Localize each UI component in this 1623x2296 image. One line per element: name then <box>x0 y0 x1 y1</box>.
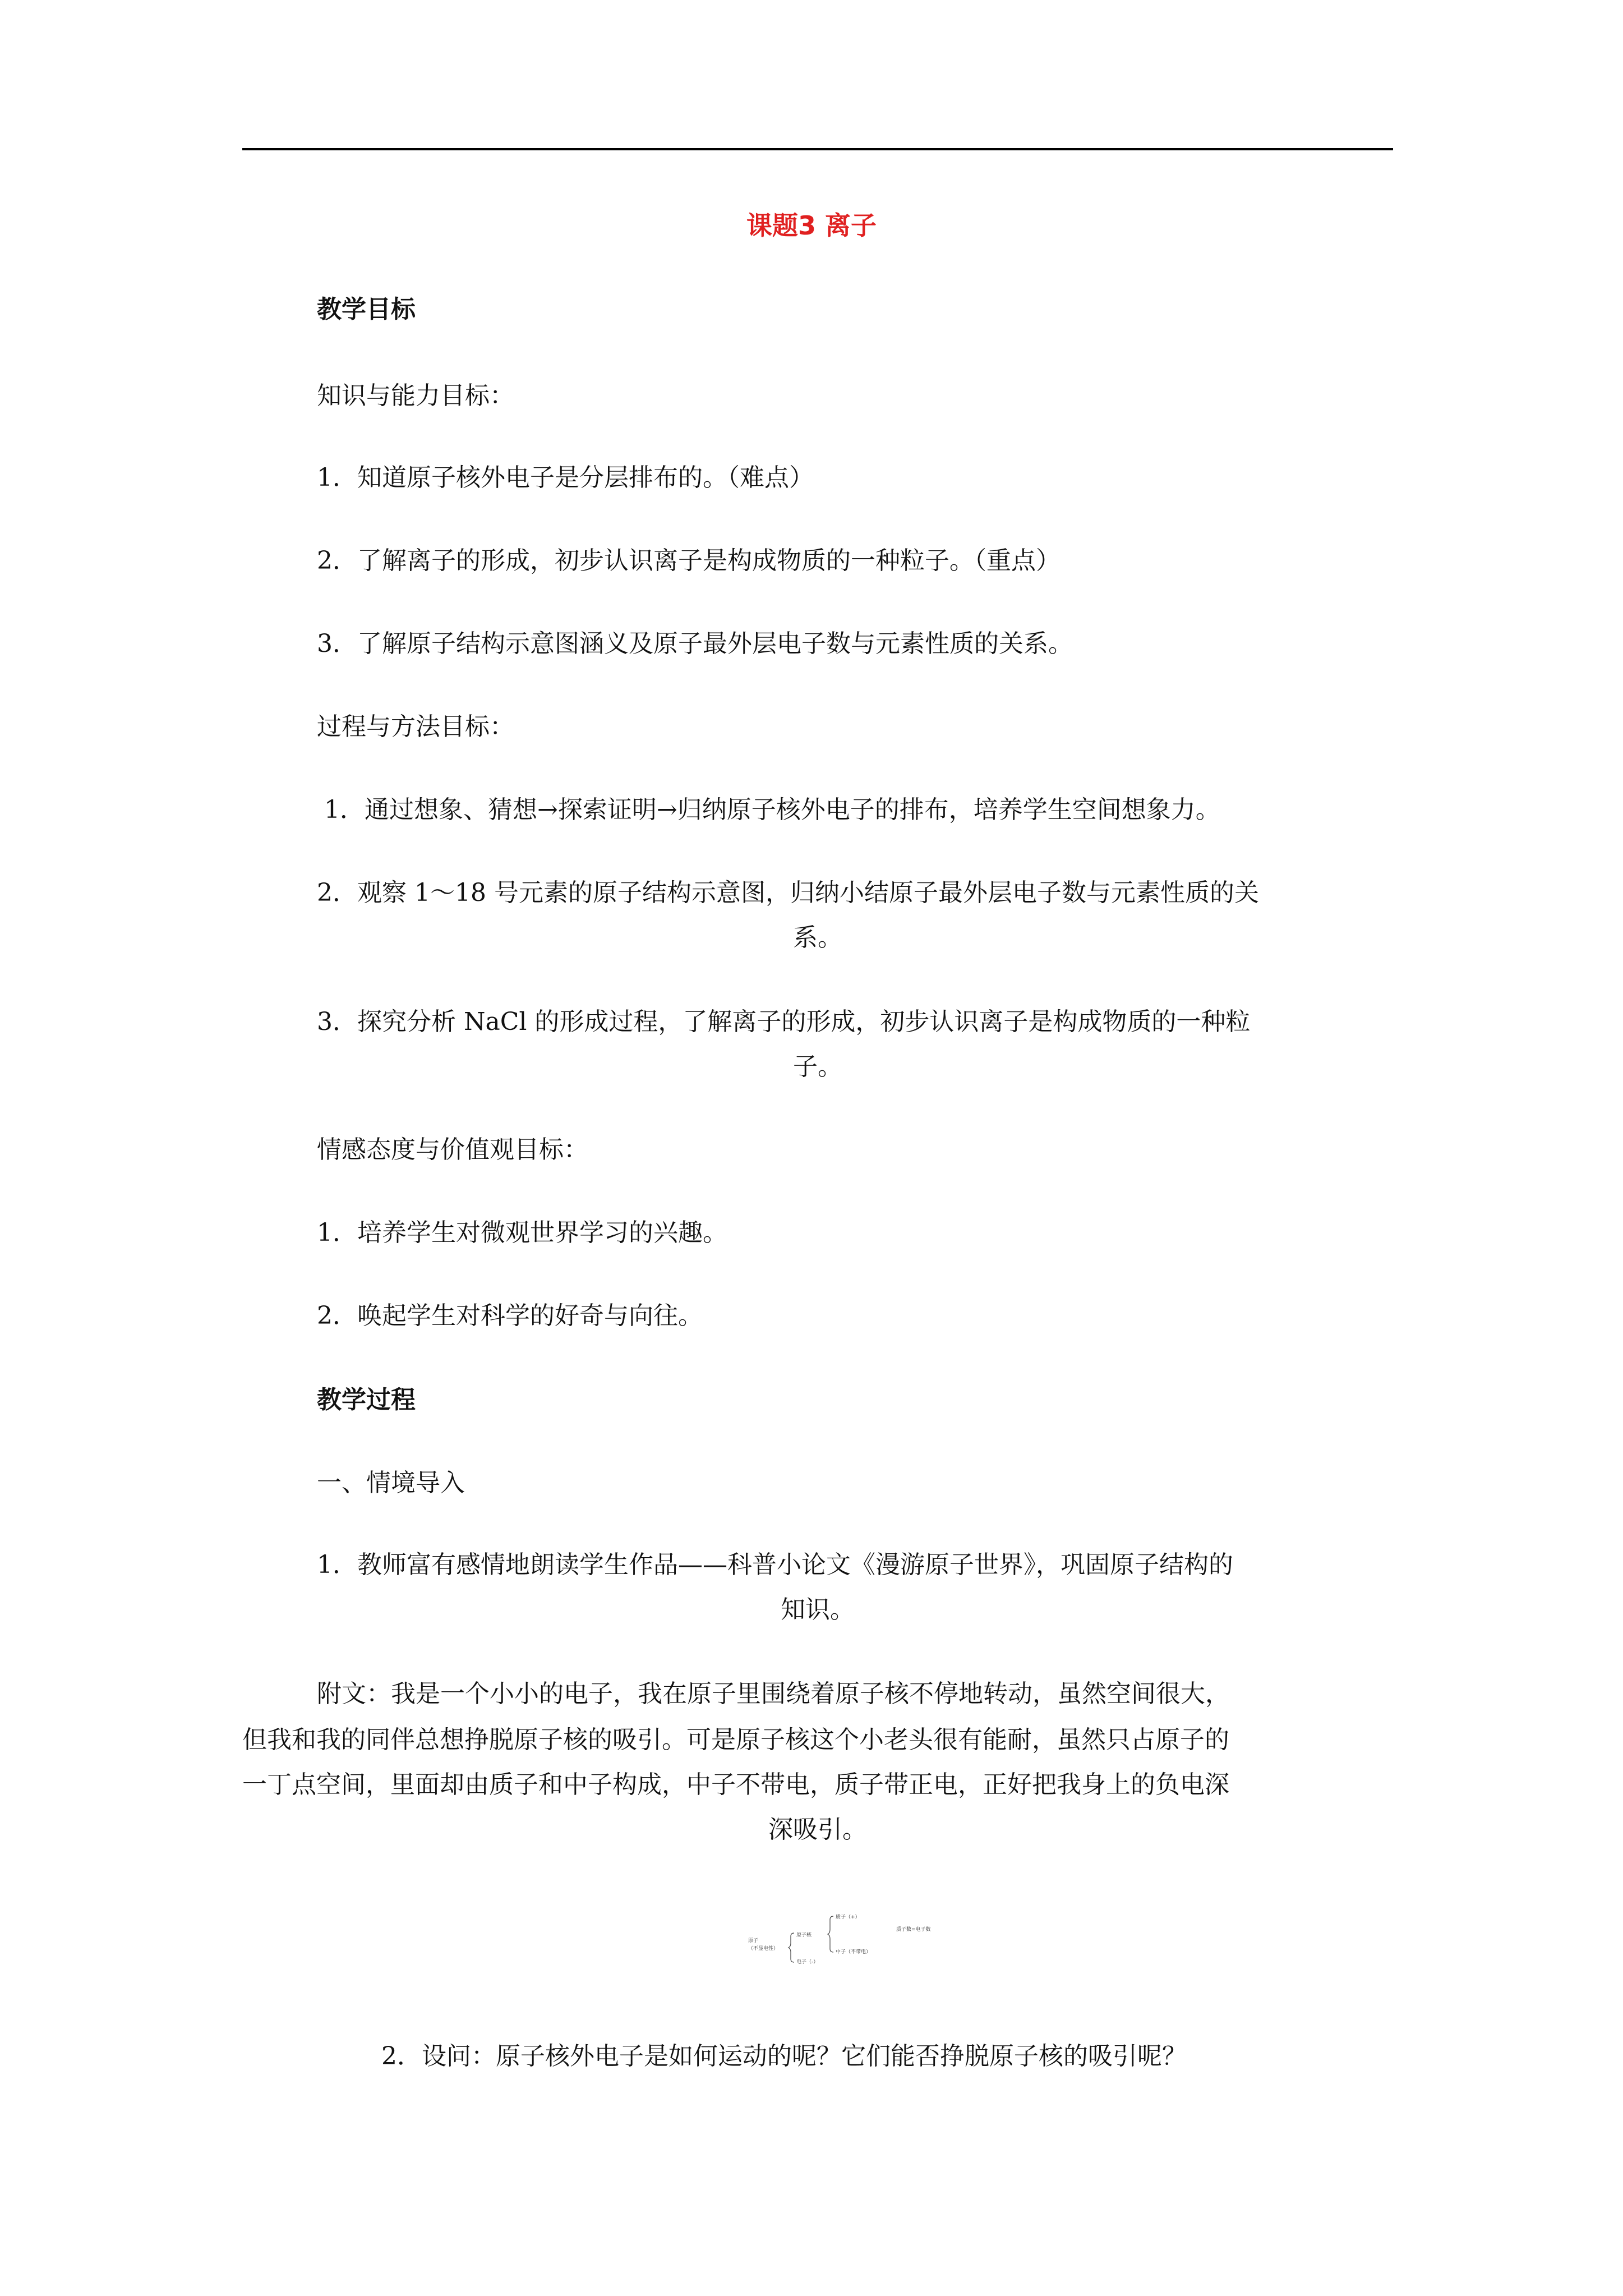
brace-nucleus <box>828 1916 833 1952</box>
atom-structure-diagram <box>746 1907 965 1969</box>
page-title: 课题3 离子 <box>746 210 877 241</box>
diagram-neutron: 中子（不带电） <box>836 1949 872 1955</box>
heading-objectives: 教学目标 <box>317 295 416 324</box>
process-item: 2．观察 1～18 号元素的原子结构示意图，归纳小结原子最外层电子数与元素性质的关 <box>317 878 1259 907</box>
process-label: 过程与方法目标： <box>317 712 514 741</box>
emotion-item: 1．培养学生对微观世界学习的兴趣。 <box>317 1218 727 1247</box>
diagram-atom-note: （不显电性） <box>748 1946 779 1952</box>
brace-atom <box>789 1933 794 1962</box>
process-item: 1．通过想象、猜想→探索证明→归纳原子核外电子的排布，培养学生空间想象力。 <box>324 795 1220 824</box>
section-heading: 一、情境导入 <box>317 1469 465 1497</box>
diagram-electron: 电子（-） <box>796 1959 819 1965</box>
emotion-label: 情感态度与价值观目标： <box>317 1135 588 1164</box>
knowledge-label: 知识与能力目标： <box>317 381 514 410</box>
step-1: 1．教师富有感情地朗读学生作品——科普小论文《漫游原子世界》，巩固原子结构的 <box>317 1550 1233 1579</box>
heading-process: 教学过程 <box>317 1386 416 1414</box>
diagram-nucleus: 原子核 <box>796 1932 812 1938</box>
appendix-line: 深吸引。 <box>768 1815 867 1844</box>
diagram-atom: 原子 <box>748 1938 759 1944</box>
diagram-relation: 质子数=电子数 <box>896 1927 931 1932</box>
knowledge-item: 2．了解离子的形成，初步认识离子是构成物质的一种粒子。（重点） <box>317 546 1061 575</box>
appendix-line: 一丁点空间，里面却由质子和中子构成，中子不带电，质子带正电，正好把我身上的负电深 <box>242 1770 1229 1799</box>
diagram-proton: 质子（+） <box>836 1915 860 1920</box>
step-1-continued: 知识。 <box>781 1595 855 1624</box>
emotion-item: 2．唤起学生对科学的好奇与向往。 <box>317 1301 703 1330</box>
step-2: 2．设问：原子核外电子是如何运动的呢？它们能否挣脱原子核的吸引呢？ <box>381 2042 1187 2070</box>
process-item: 3．探究分析 NaCl 的形成过程，了解离子的形成，初步认识离子是构成物质的一种粒 <box>317 1007 1251 1036</box>
process-item-continued: 子。 <box>793 1052 842 1081</box>
knowledge-item: 1．知道原子核外电子是分层排布的。（难点） <box>317 463 814 492</box>
process-item-continued: 系。 <box>793 923 842 952</box>
header-rule <box>242 148 1393 150</box>
appendix-line: 但我和我的同伴总想挣脱原子核的吸引。可是原子核这个小老头很有能耐，虽然只占原子的 <box>242 1726 1229 1754</box>
appendix-line: 附文：我是一个小小的电子，我在原子里围绕着原子核不停地转动，虽然空间很大， <box>317 1680 1230 1708</box>
knowledge-item: 3．了解原子结构示意图涵义及原子最外层电子数与元素性质的关系。 <box>317 629 1073 658</box>
